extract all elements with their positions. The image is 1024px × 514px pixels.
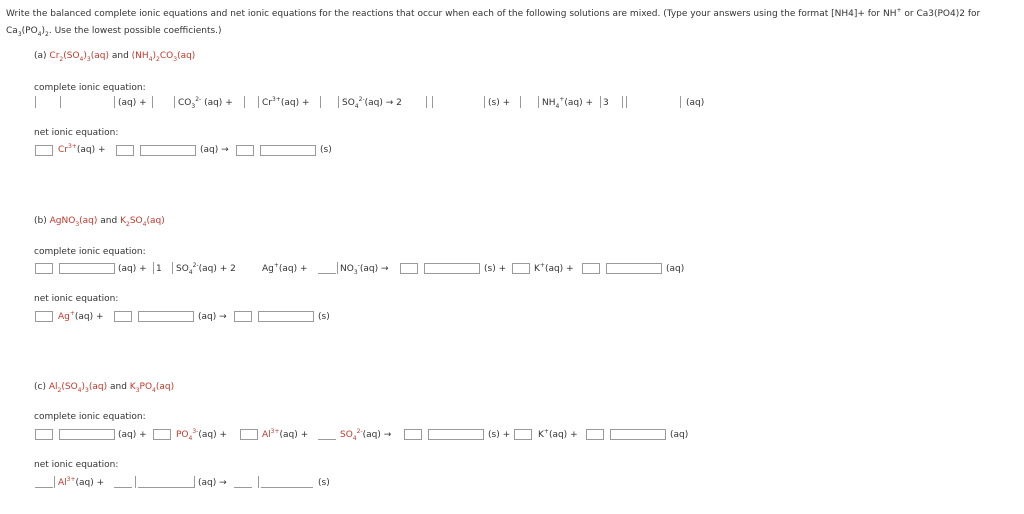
part-b-net-label: net ionic equation: [34, 294, 119, 304]
part-a-net-s: (s) [320, 145, 332, 155]
part-a-complete-ion4: $NH_4^+(aq)$ + [542, 96, 594, 110]
part-a-net-coef2[interactable] [116, 145, 134, 156]
part-b-complete-ion4: K+(aq) + [534, 262, 574, 274]
part-a-complete-coef-given2: 3 [603, 98, 609, 108]
part-a-complete-ion2: $Cr^{3+}(aq)$ + [262, 96, 310, 108]
part-c-complete-s1: (s) + [488, 430, 511, 440]
part-a-complete-s1: (s) + [488, 98, 511, 108]
part-a-label: (a) [34, 51, 47, 61]
part-b-net-formula2[interactable] [138, 311, 194, 322]
part-c-complete-coef2[interactable] [153, 429, 171, 440]
part-a-net-coef3[interactable] [236, 145, 254, 156]
part-c-net-aq2: (aq) → [198, 478, 227, 488]
part-a-complete-divider6 [538, 96, 539, 108]
part-a-reactant1: $Cr_2(SO_4)_3(aq)$ [49, 51, 109, 63]
part-b-complete-formula6[interactable] [606, 263, 662, 274]
part-a-complete-coef5[interactable] [426, 96, 427, 108]
part-c-complete-ion3: $SO_4^{2-}(aq)$ → [340, 428, 392, 442]
part-a-complete-formula5-end [484, 96, 485, 108]
part-c-reactant1-text: Al [48, 382, 58, 392]
part-a-net-aq2: (aq) → [200, 145, 229, 155]
part-a-title [34, 51, 195, 62]
part-b-complete-ion3: $NO_3^-(aq)$ → [340, 262, 389, 276]
part-a-reactant1-text: Cr [49, 51, 60, 61]
instructions-line2: Ca [6, 26, 18, 36]
part-a-complete-formula7b[interactable] [626, 96, 627, 108]
part-b-complete-label: complete ionic equation: [34, 247, 146, 257]
instructions [6, 6, 1016, 40]
part-a-complete-coef6[interactable] [520, 96, 521, 108]
part-c-complete-coef5[interactable] [404, 429, 422, 440]
instructions-nh4-sup: + [896, 7, 902, 14]
part-b-complete-coef-given1: 1 [156, 264, 162, 274]
part-c-net-coef2[interactable] [114, 476, 132, 488]
part-b-complete-formula4[interactable] [424, 263, 480, 274]
part-b-complete-divider3 [337, 262, 338, 274]
part-c-complete-aq-final: (aq) [670, 430, 689, 440]
part-a-complete-formula7-end [680, 96, 681, 108]
part-a-complete-divider4 [338, 96, 339, 108]
part-b-complete-coef5[interactable] [512, 263, 530, 274]
sub-4: 4 [37, 30, 42, 38]
instructions-line1-tail: or Ca3(PO4)2 for [901, 9, 981, 19]
part-b-complete-s1: (s) + [484, 264, 507, 274]
part-a-complete-formula1-end [114, 96, 115, 108]
instructions-line2-c: ) [41, 26, 46, 36]
part-a-complete-coef3[interactable] [244, 96, 245, 108]
part-b-reactant2: $K_2SO_4(aq)$ [120, 216, 165, 228]
part-b-complete-coef3[interactable] [318, 262, 336, 274]
part-c-complete-coef1[interactable] [35, 429, 53, 440]
part-b-title [34, 216, 165, 227]
part-a-complete-divider2 [174, 96, 175, 108]
part-c-complete-coef3[interactable] [240, 429, 258, 440]
part-c-net-divider2 [194, 476, 195, 488]
instructions-line1: Write the balanced complete ionic equations and net ionic equations for the reactions that occur when each of the following solutions are mixed. (Type your answers using the format [NH4]+ for NH [6, 9, 897, 19]
sub-2: 2 [45, 30, 49, 38]
part-b-complete-aq-final: (aq) [666, 264, 685, 274]
part-c-complete-ion4: K+(aq) + [538, 428, 578, 440]
instructions-line2-d: . Use the lowest possible coefficients.) [48, 26, 222, 36]
part-a-and: and [111, 51, 129, 61]
part-c-and: and [109, 382, 127, 392]
part-a-net-label: net ionic equation: [34, 128, 119, 138]
part-a-complete-aq1: (aq) + [118, 98, 147, 108]
part-b-and: and [100, 216, 118, 226]
part-b-label: (b) [34, 216, 47, 226]
part-b-reactant1-text: AgNO [49, 216, 76, 226]
part-a-complete-coef2[interactable] [152, 96, 153, 108]
part-a-net-ion1: $Cr^{3+}(aq)$ + [58, 143, 106, 155]
sub-3: 3 [17, 30, 22, 38]
part-c-net-formula2[interactable] [135, 476, 136, 488]
part-c-complete-coef4[interactable] [318, 428, 336, 440]
part-b-complete-formula1[interactable] [59, 263, 115, 274]
part-b-complete-coef6[interactable] [582, 263, 600, 274]
part-b-net-ion1: Ag+(aq) + [58, 310, 104, 322]
part-a-complete-divider3 [258, 96, 259, 108]
part-b-net-formula3[interactable] [258, 311, 314, 322]
part-c-reactant1: $Al_2(SO_4)_3(aq)$ [48, 382, 108, 394]
part-a-reactant2: $(NH_4)_2CO_3(aq)$ [131, 51, 196, 63]
part-a-complete-formula7[interactable] [622, 96, 623, 108]
part-b-complete-coef2[interactable] [153, 262, 154, 274]
part-c-net-formula3-line [261, 476, 313, 488]
part-b-complete-ion2: Ag+(aq) + [262, 262, 308, 274]
part-b-reactant2-text: K [120, 216, 126, 226]
part-c-complete-formula1[interactable] [59, 429, 115, 440]
part-b-net-s: (s) [318, 312, 330, 322]
part-b-complete-coef4[interactable] [400, 263, 418, 274]
part-b-reactant1: AgNO$_3$(aq) [49, 216, 98, 228]
part-c-complete-formula7[interactable] [610, 429, 666, 440]
part-a-net-formula3[interactable] [260, 145, 316, 156]
part-c-net-coef1[interactable] [35, 476, 53, 488]
part-c-net-s: (s) [318, 478, 330, 488]
part-c-title [34, 382, 174, 393]
part-a-complete-ion1: $CO_3^{2-}$ (aq) + [178, 96, 233, 110]
part-a-complete-ion3: $SO_4^{2-}(aq) \to 2$ [342, 96, 402, 110]
part-b-complete-aq1: (aq) + [118, 264, 147, 274]
part-c-complete-coef7[interactable] [586, 429, 604, 440]
part-c-net-formula2-line [138, 476, 194, 488]
part-b-net-aq2: (aq) → [198, 312, 227, 322]
part-a-reactant2-text: (NH [131, 51, 149, 61]
part-c-complete-aq1: (aq) + [118, 430, 147, 440]
part-c-label: (c) [34, 382, 46, 392]
part-c-net-ion1: $Al^{3+}(aq)$ + [58, 476, 105, 488]
part-c-complete-coef6[interactable] [514, 429, 532, 440]
part-c-net-coef3[interactable] [234, 476, 252, 488]
part-a-complete-coef4[interactable] [320, 96, 321, 108]
part-c-complete-formula5[interactable] [428, 429, 484, 440]
part-a-net-formula2[interactable] [140, 145, 196, 156]
part-a-net-coef1[interactable] [35, 145, 53, 156]
part-a-complete-formula5[interactable] [432, 96, 433, 108]
part-a-complete-aq-final: (aq) [686, 98, 705, 108]
part-c-net-divider1 [54, 476, 55, 488]
part-a-complete-formula1[interactable] [60, 96, 61, 108]
part-b-complete-coef1[interactable] [35, 263, 53, 274]
part-b-net-coef2[interactable] [114, 311, 132, 322]
part-b-net-coef3[interactable] [234, 311, 252, 322]
part-a-complete-label: complete ionic equation: [34, 83, 146, 93]
part-c-reactant2-text: K [129, 382, 136, 392]
part-b-complete-ion1: $SO_4^{2-}(aq) + 2$ [176, 262, 236, 276]
part-c-reactant2: $K_3PO_4(aq)$ [129, 382, 175, 394]
part-b-complete-divider2 [172, 262, 173, 274]
part-a-complete-coef7[interactable] [600, 96, 601, 108]
instructions-line2-b: (PO [21, 26, 38, 36]
part-c-complete-ion1: $PO_4^{3-}(aq)$ + [176, 428, 228, 442]
part-c-net-label: net ionic equation: [34, 460, 119, 470]
part-b-net-coef1[interactable] [35, 311, 53, 322]
part-c-net-formula3[interactable] [258, 476, 259, 488]
part-c-complete-ion2: $Al^{3+}(aq)$ + [262, 428, 309, 440]
part-c-complete-label: complete ionic equation: [34, 412, 146, 422]
part-a-complete-coef1[interactable] [35, 96, 36, 108]
